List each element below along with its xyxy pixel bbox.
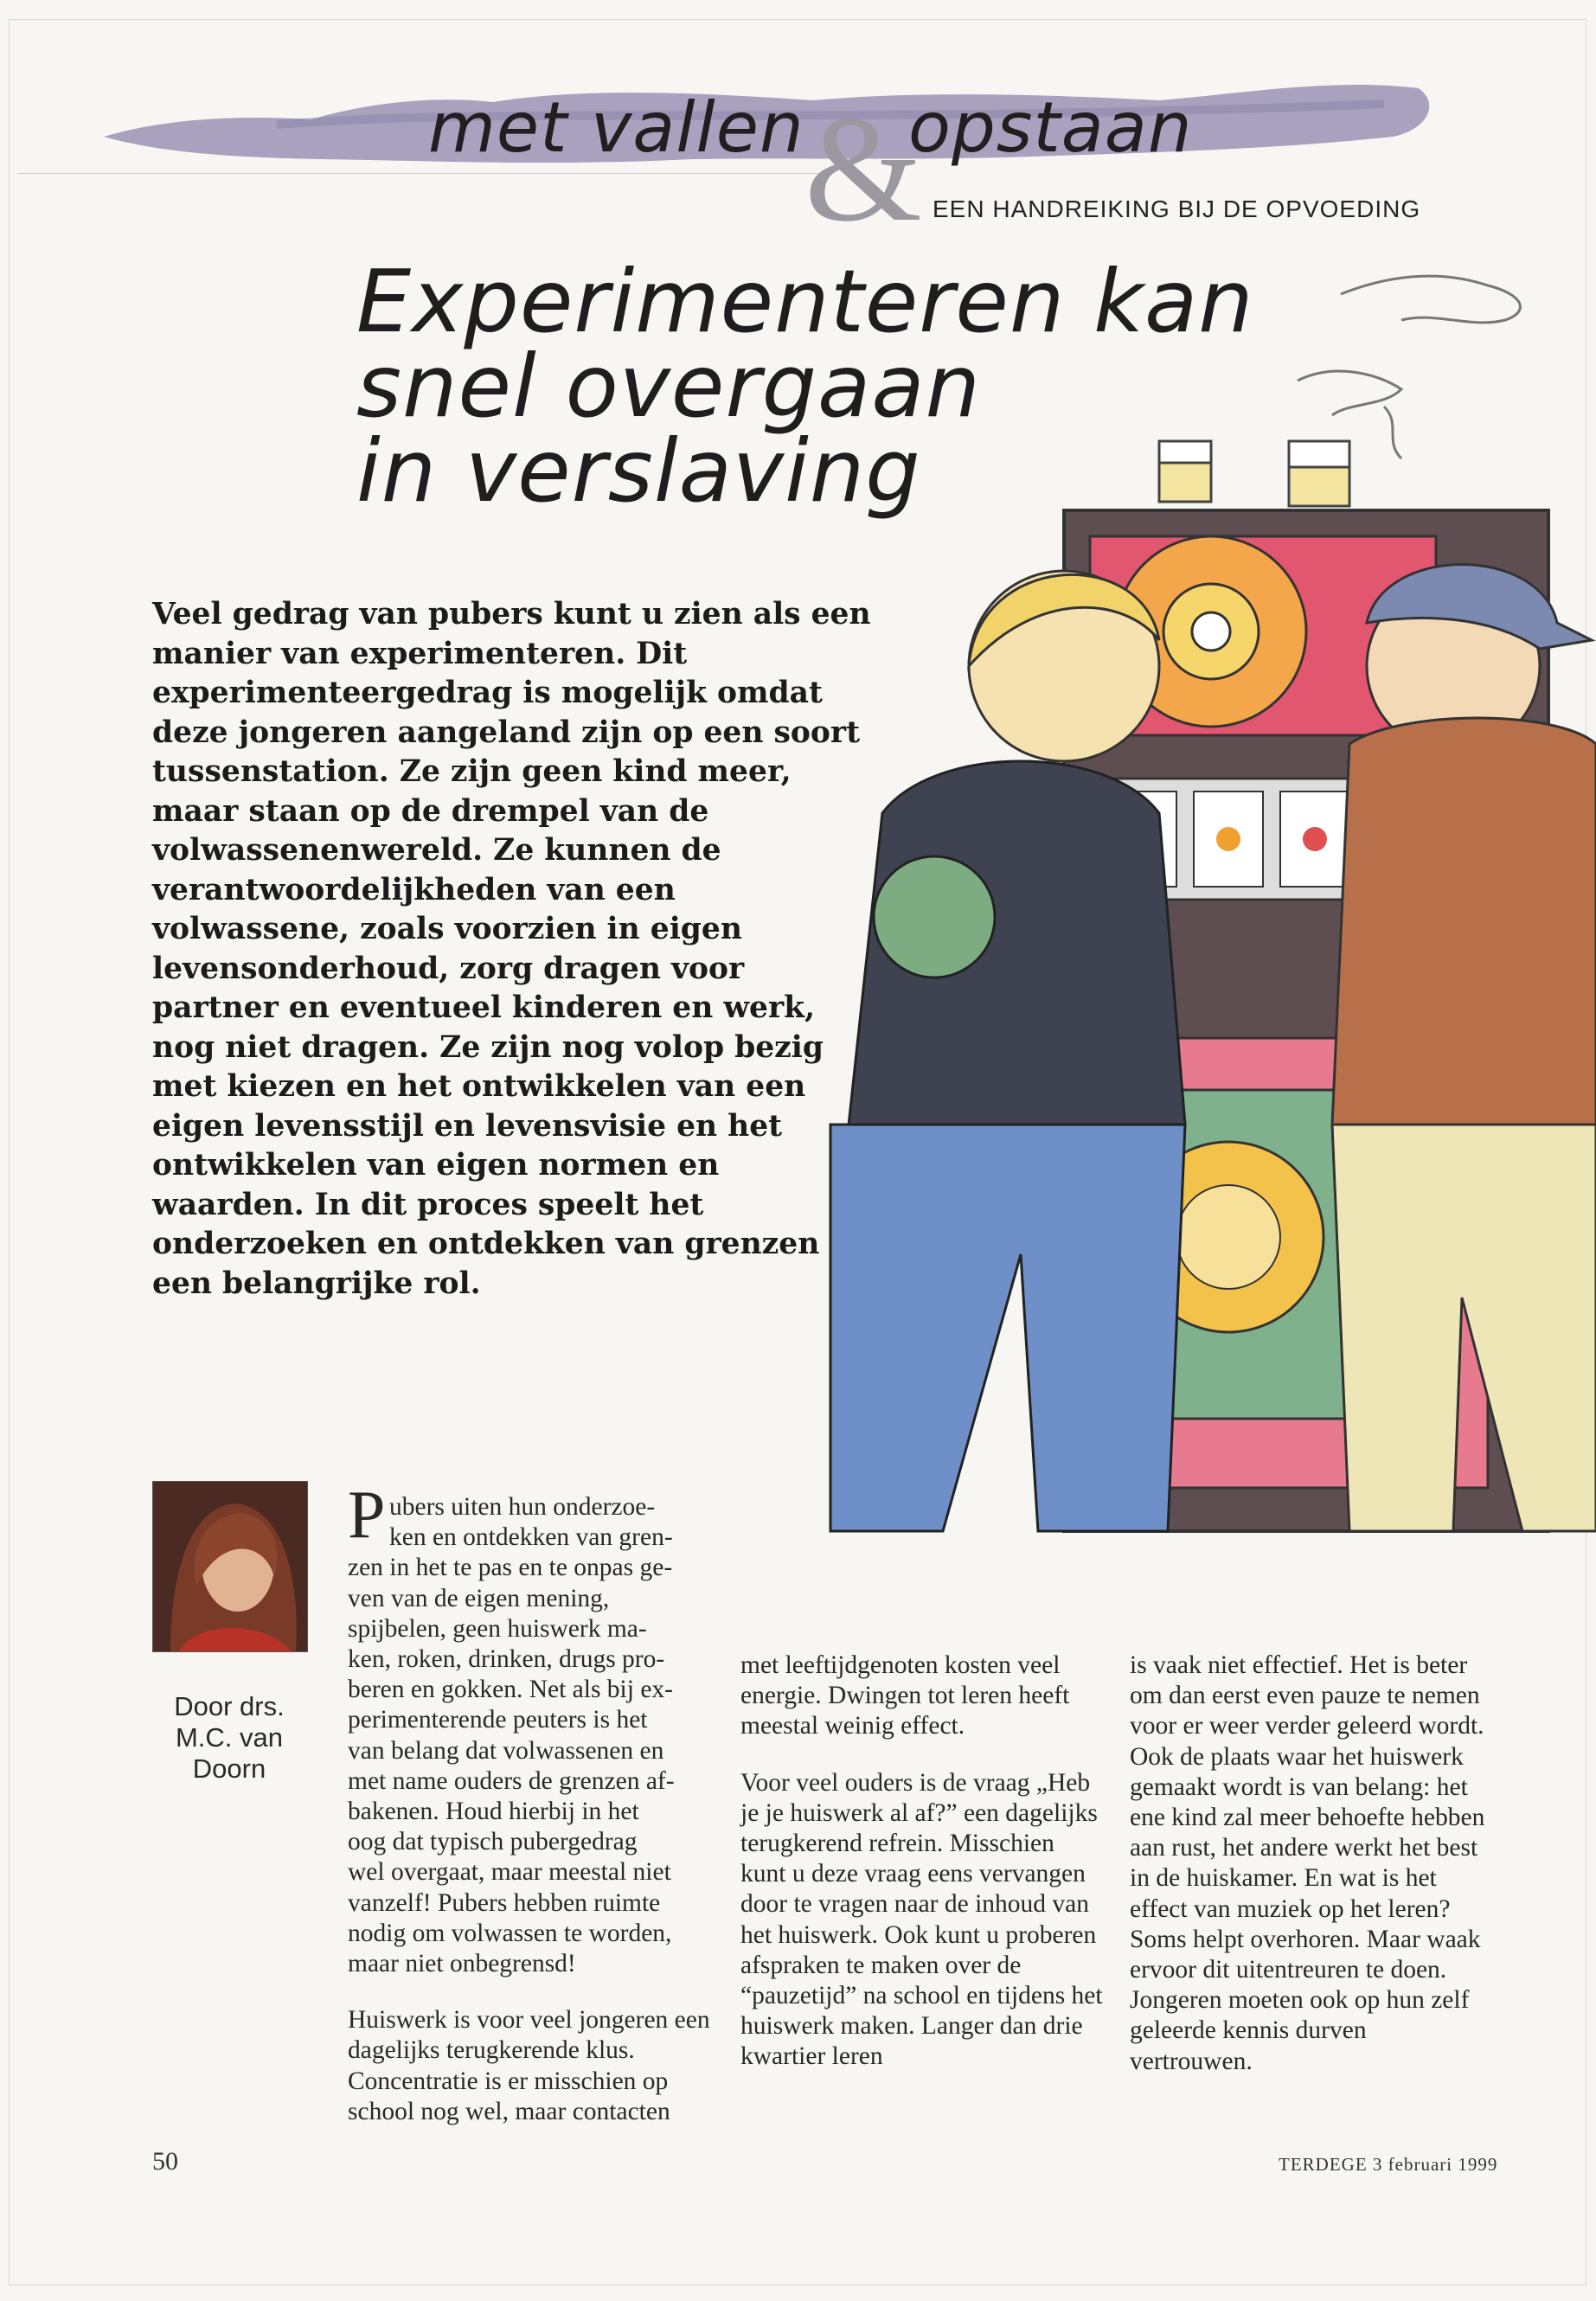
page-number: 50 — [152, 2147, 178, 2176]
series-tagline: EEN HANDREIKING BIJ DE OPVOEDING — [933, 195, 1421, 222]
body-column-3 — [1130, 1650, 1493, 2077]
headline-line-3: in verslaving — [356, 420, 921, 522]
headline-line-2: snel overgaan — [356, 336, 981, 437]
col1-paragraph-2: Huiswerk is voor veel jongeren een dagelijks terugkerende klus. Concentratie is er misschien op school nog wel, maar contacten — [348, 2006, 710, 2125]
col2-paragraph-1: met leeftijdgenoten kosten veel energie. Dwingen tot leren heeft meestal weinig effect. — [740, 1651, 1070, 1740]
body-column-1 — [348, 1492, 715, 2127]
headline-line-1: Experimenteren kan — [356, 251, 1254, 352]
col3-paragraph-1: is vaak niet effectief. Het is beter om dan eerst even pauze te nemen voor er weer verder geleerd wordt. Ook de plaats waar het huiswerk gemaakt wordt is van belang: het ene kind zal meer behoefte hebben aan rust, het andere werkt het best in de huiskamer. En wat is het effect van muziek op het leren? Soms helpt overhoren. Maar waak ervoor dit uitentreuren te doen. Jongeren moeten ook op hun zelf geleerde kennis durven vertrouwen. — [1130, 1651, 1485, 2075]
col1-line: ubers uiten hun onderzoe- — [389, 1493, 656, 1521]
beer-glasses — [1159, 441, 1349, 506]
col1-line: nodig om volwassen te worden, — [348, 1919, 672, 1947]
body-column-2 — [740, 1650, 1104, 2073]
col1-line: oog dat typisch pubergedrag — [348, 1828, 638, 1856]
col1-line: ken en ontdekken van gren- — [389, 1523, 673, 1552]
col1-line: met name ouders de grenzen af- — [348, 1766, 675, 1795]
author-byline — [152, 1691, 306, 1785]
col1-line: bakenen. Houd hierbij in het — [348, 1798, 639, 1826]
drop-cap: P — [348, 1477, 386, 1552]
intro-text: Veel gedrag van pubers kunt u zien als een manier van experimenteren. Dit experimenteergedrag is mogelijk omdat deze jongeren aangeland zijn op een soort tussenstation. Ze zijn geen kind meer, maar staan op de drempel van de volwassenenwereld. Ze kunnen de verantwoordelijkheden van een volwassene, zoals voorzien in eigen levensonderhoud, zorg dragen voor partner en eventueel kinderen en werk, nog niet dragen. Ze zijn nog volop bezig met kiezen en het ontwikkelen van een eigen levensstijl en levensvisie en het ontwikkelen van eigen normen en waarden. In dit proces speelt het onderzoeken en ontdekken van grenzen een belangrijke rol. — [152, 597, 871, 1301]
author-line-1: Door drs. — [174, 1691, 285, 1721]
col2-paragraph-2: Voor veel ouders is de vraag „Heb je je huiswerk al af?” een dagelijks terugkerend refrein. Misschien kunt u deze vraag eens vervangen door te vragen naar de inhoud van het huiswerk. Ook kunt u proberen afspraken te maken over de “pauzetijd” na school en tijdens het huiswerk maken. Langer dan drie kwartier leren — [740, 1768, 1103, 2071]
slot-machine-illustration — [779, 260, 1596, 1609]
col1-line: beren en gokken. Net als bij ex- — [348, 1676, 673, 1704]
running-footer: TERDEGE 3 februari 1999 — [1279, 2154, 1498, 2175]
series-ampersand: & — [804, 85, 923, 253]
series-title-right: opstaan — [908, 87, 1193, 168]
author-photo — [152, 1481, 308, 1652]
col1-line: perimenterende peuters is het — [348, 1706, 648, 1734]
col1-line: ven van de eigen mening, — [348, 1584, 610, 1612]
intro-paragraph — [152, 595, 879, 1304]
header-rule — [17, 173, 822, 174]
col1-paragraph-1 — [348, 1492, 715, 1979]
col1-line: spijbelen, geen huiswerk ma- — [348, 1614, 647, 1643]
col1-line: maar niet onbegrensd! — [348, 1950, 576, 1978]
series-title-left: met vallen — [428, 87, 804, 168]
author-line-3: Doorn — [192, 1753, 266, 1784]
author-line-2: M.C. van — [175, 1722, 284, 1753]
col1-line: zen in het te pas en te onpas ge- — [348, 1554, 673, 1582]
col1-line: van belang dat volwassenen en — [348, 1736, 664, 1765]
col1-line: vanzelf! Pubers hebben ruimte — [348, 1888, 661, 1917]
boy-left — [830, 571, 1185, 1531]
col1-line: wel overgaat, maar meestal niet — [348, 1858, 671, 1887]
smoke-icon — [1298, 276, 1520, 458]
col1-line: ken, roken, drinken, drugs pro- — [348, 1645, 665, 1674]
